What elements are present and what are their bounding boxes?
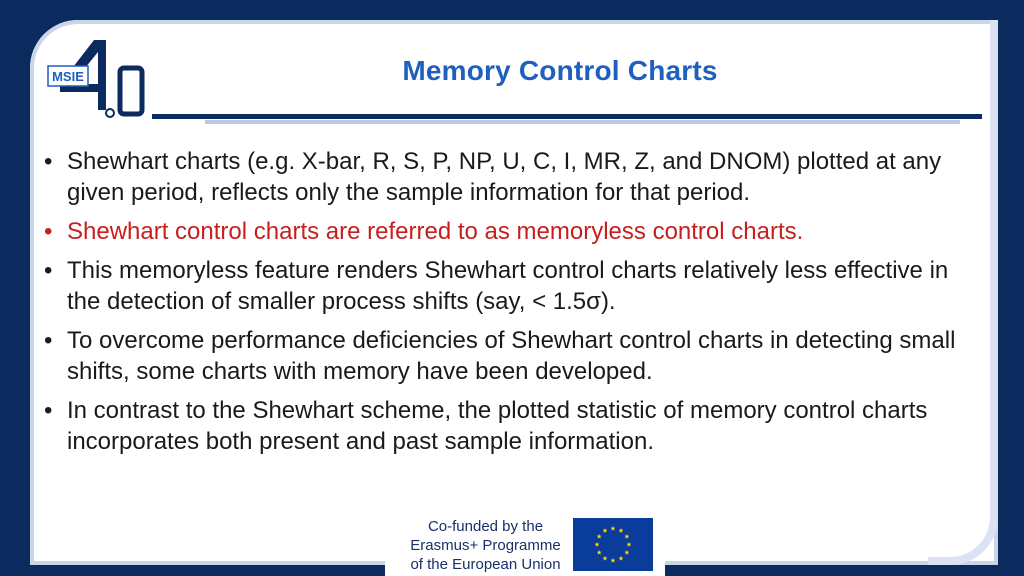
funding-line-1: Co-funded by the [427,518,544,535]
bullet-item: • To overcome performance deficiencies of Shewhart control charts in detecting small shifts, some charts with memory have been developed. [44,325,964,387]
bullet-list [44,146,964,465]
funding-line-2: Erasmus+ Programme [410,537,561,554]
bullet-item: • This memoryless feature renders Shewhart control charts relatively less effective in the detection of smaller process shifts (say, < 1.5σ). [44,255,964,317]
slide-title: Memory Control Charts [402,55,718,86]
bullet-item-highlight: • Shewhart control charts are referred to as memoryless control charts. [44,216,964,247]
eu-flag-icon [573,518,653,571]
funding-text [398,517,573,574]
msie-logo [46,38,156,123]
funding-line-3: of the European Union [410,556,561,573]
bullet-item: • Shewhart charts (e.g. X-bar, R, S, P, NP, U, C, I, MR, Z, and DNOM) plotted at any given period, reflects only the sample information for that period. [44,146,964,208]
bullet-item: • In contrast to the Shewhart scheme, the plotted statistic of memory control charts incorporates both present and past sample information. [44,395,964,457]
title-underline-shadow [205,120,960,124]
title-underline [152,114,982,119]
logo-letters: MSIE [52,69,84,84]
